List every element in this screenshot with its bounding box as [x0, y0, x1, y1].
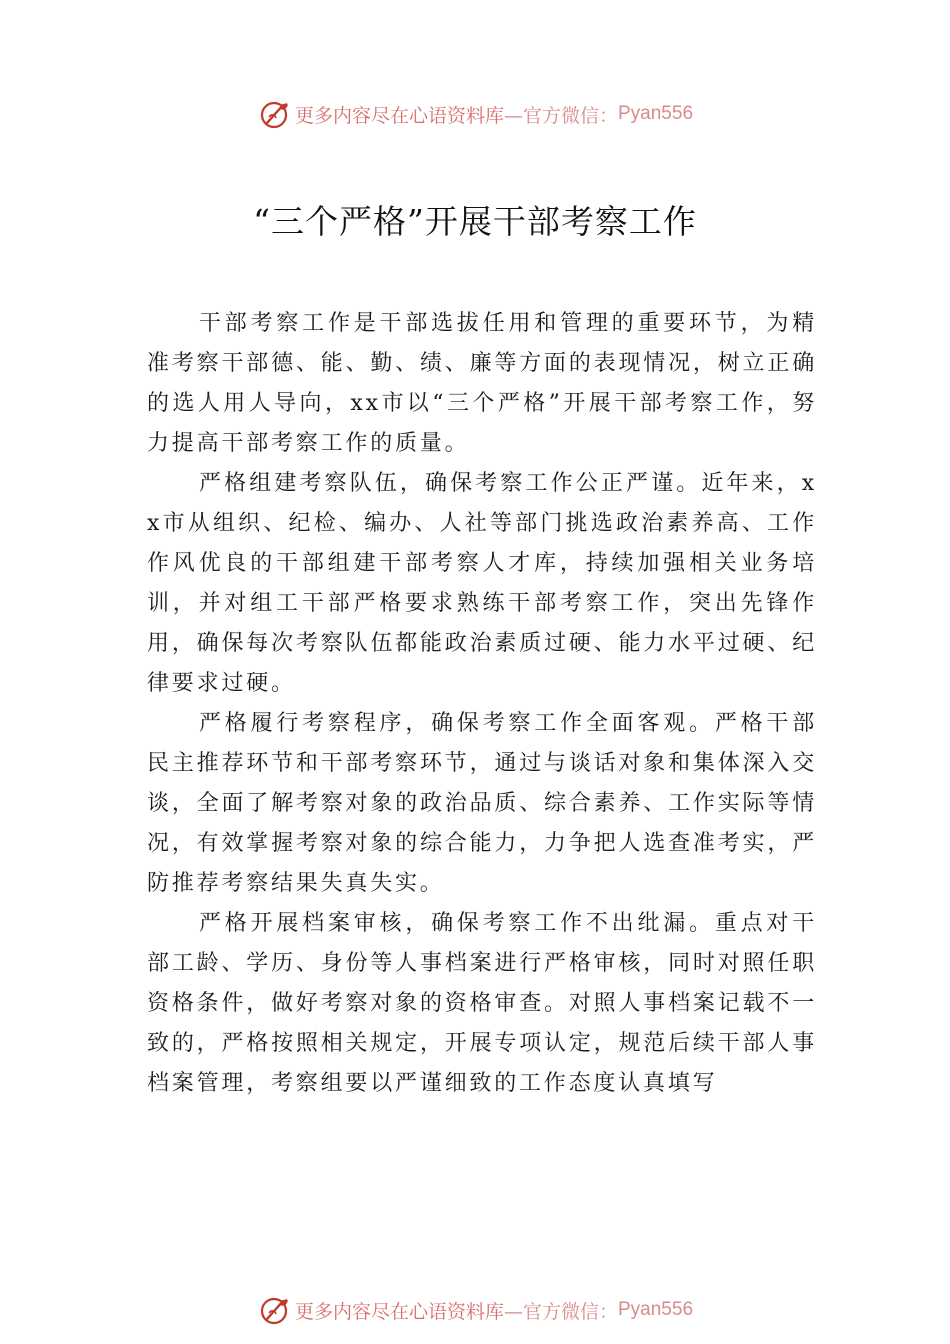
quill-logo-icon — [257, 1293, 291, 1327]
quill-logo-icon — [257, 97, 291, 131]
banner-wechat-label: —官方微信： — [503, 104, 618, 127]
banner-wechat-handle: Pyan556 — [618, 103, 694, 124]
banner-wechat-label: —官方微信： — [503, 1300, 618, 1323]
watermark-banner-top — [0, 94, 950, 134]
document-body — [147, 304, 817, 1104]
body-paragraph-4: 严格开展档案审核，确保考察工作不出纰漏。重点对干部工龄、学历、身份等人事档案进行严格审核，同时对照任职资格条件，做好考察对象的资格审查。对照人事档案记载不一致的，严格按照相关规定，开展专项认定，规范后续干部人事档案管理，考察组要以严谨细致的工作态度认真填写 — [147, 911, 817, 1096]
document-title: “三个严格”开展干部考察工作 — [253, 202, 697, 241]
body-paragraph-2: 严格组建考察队伍，确保考察工作公正严谨。近年来，xx市从组织、纪检、编办、人社等部门挑选政治素养高、工作作风优良的干部组建干部考察人才库，持续加强相关业务培训，并对组工干部严格要求熟练干部考察工作，突出先锋作用，确保每次考察队伍都能政治素质过硬、能力水平过硬、纪律要求过硬。 — [147, 471, 817, 696]
banner-lead-text: 更多内容尽在心语资料库 — [294, 104, 504, 127]
body-paragraph-1: 干部考察工作是干部选拔任用和管理的重要环节，为精准考察干部德、能、勤、绩、廉等方面的表现情况，树立正确的选人用人导向，xx市以“三个严格”开展干部考察工作，努力提高干部考察工作的质量。 — [147, 311, 817, 456]
banner-lead-text: 更多内容尽在心语资料库 — [294, 1300, 504, 1323]
watermark-banner-bottom — [0, 1290, 950, 1330]
body-paragraph-3: 严格履行考察程序，确保考察工作全面客观。严格干部民主推荐环节和干部考察环节，通过与谈话对象和集体深入交谈，全面了解考察对象的政治品质、综合素养、工作实际等情况，有效掌握考察对象的综合能力，力争把人选查准考实，严防推荐考察结果失真失实。 — [147, 711, 817, 896]
banner-wechat-handle: Pyan556 — [618, 1299, 694, 1320]
